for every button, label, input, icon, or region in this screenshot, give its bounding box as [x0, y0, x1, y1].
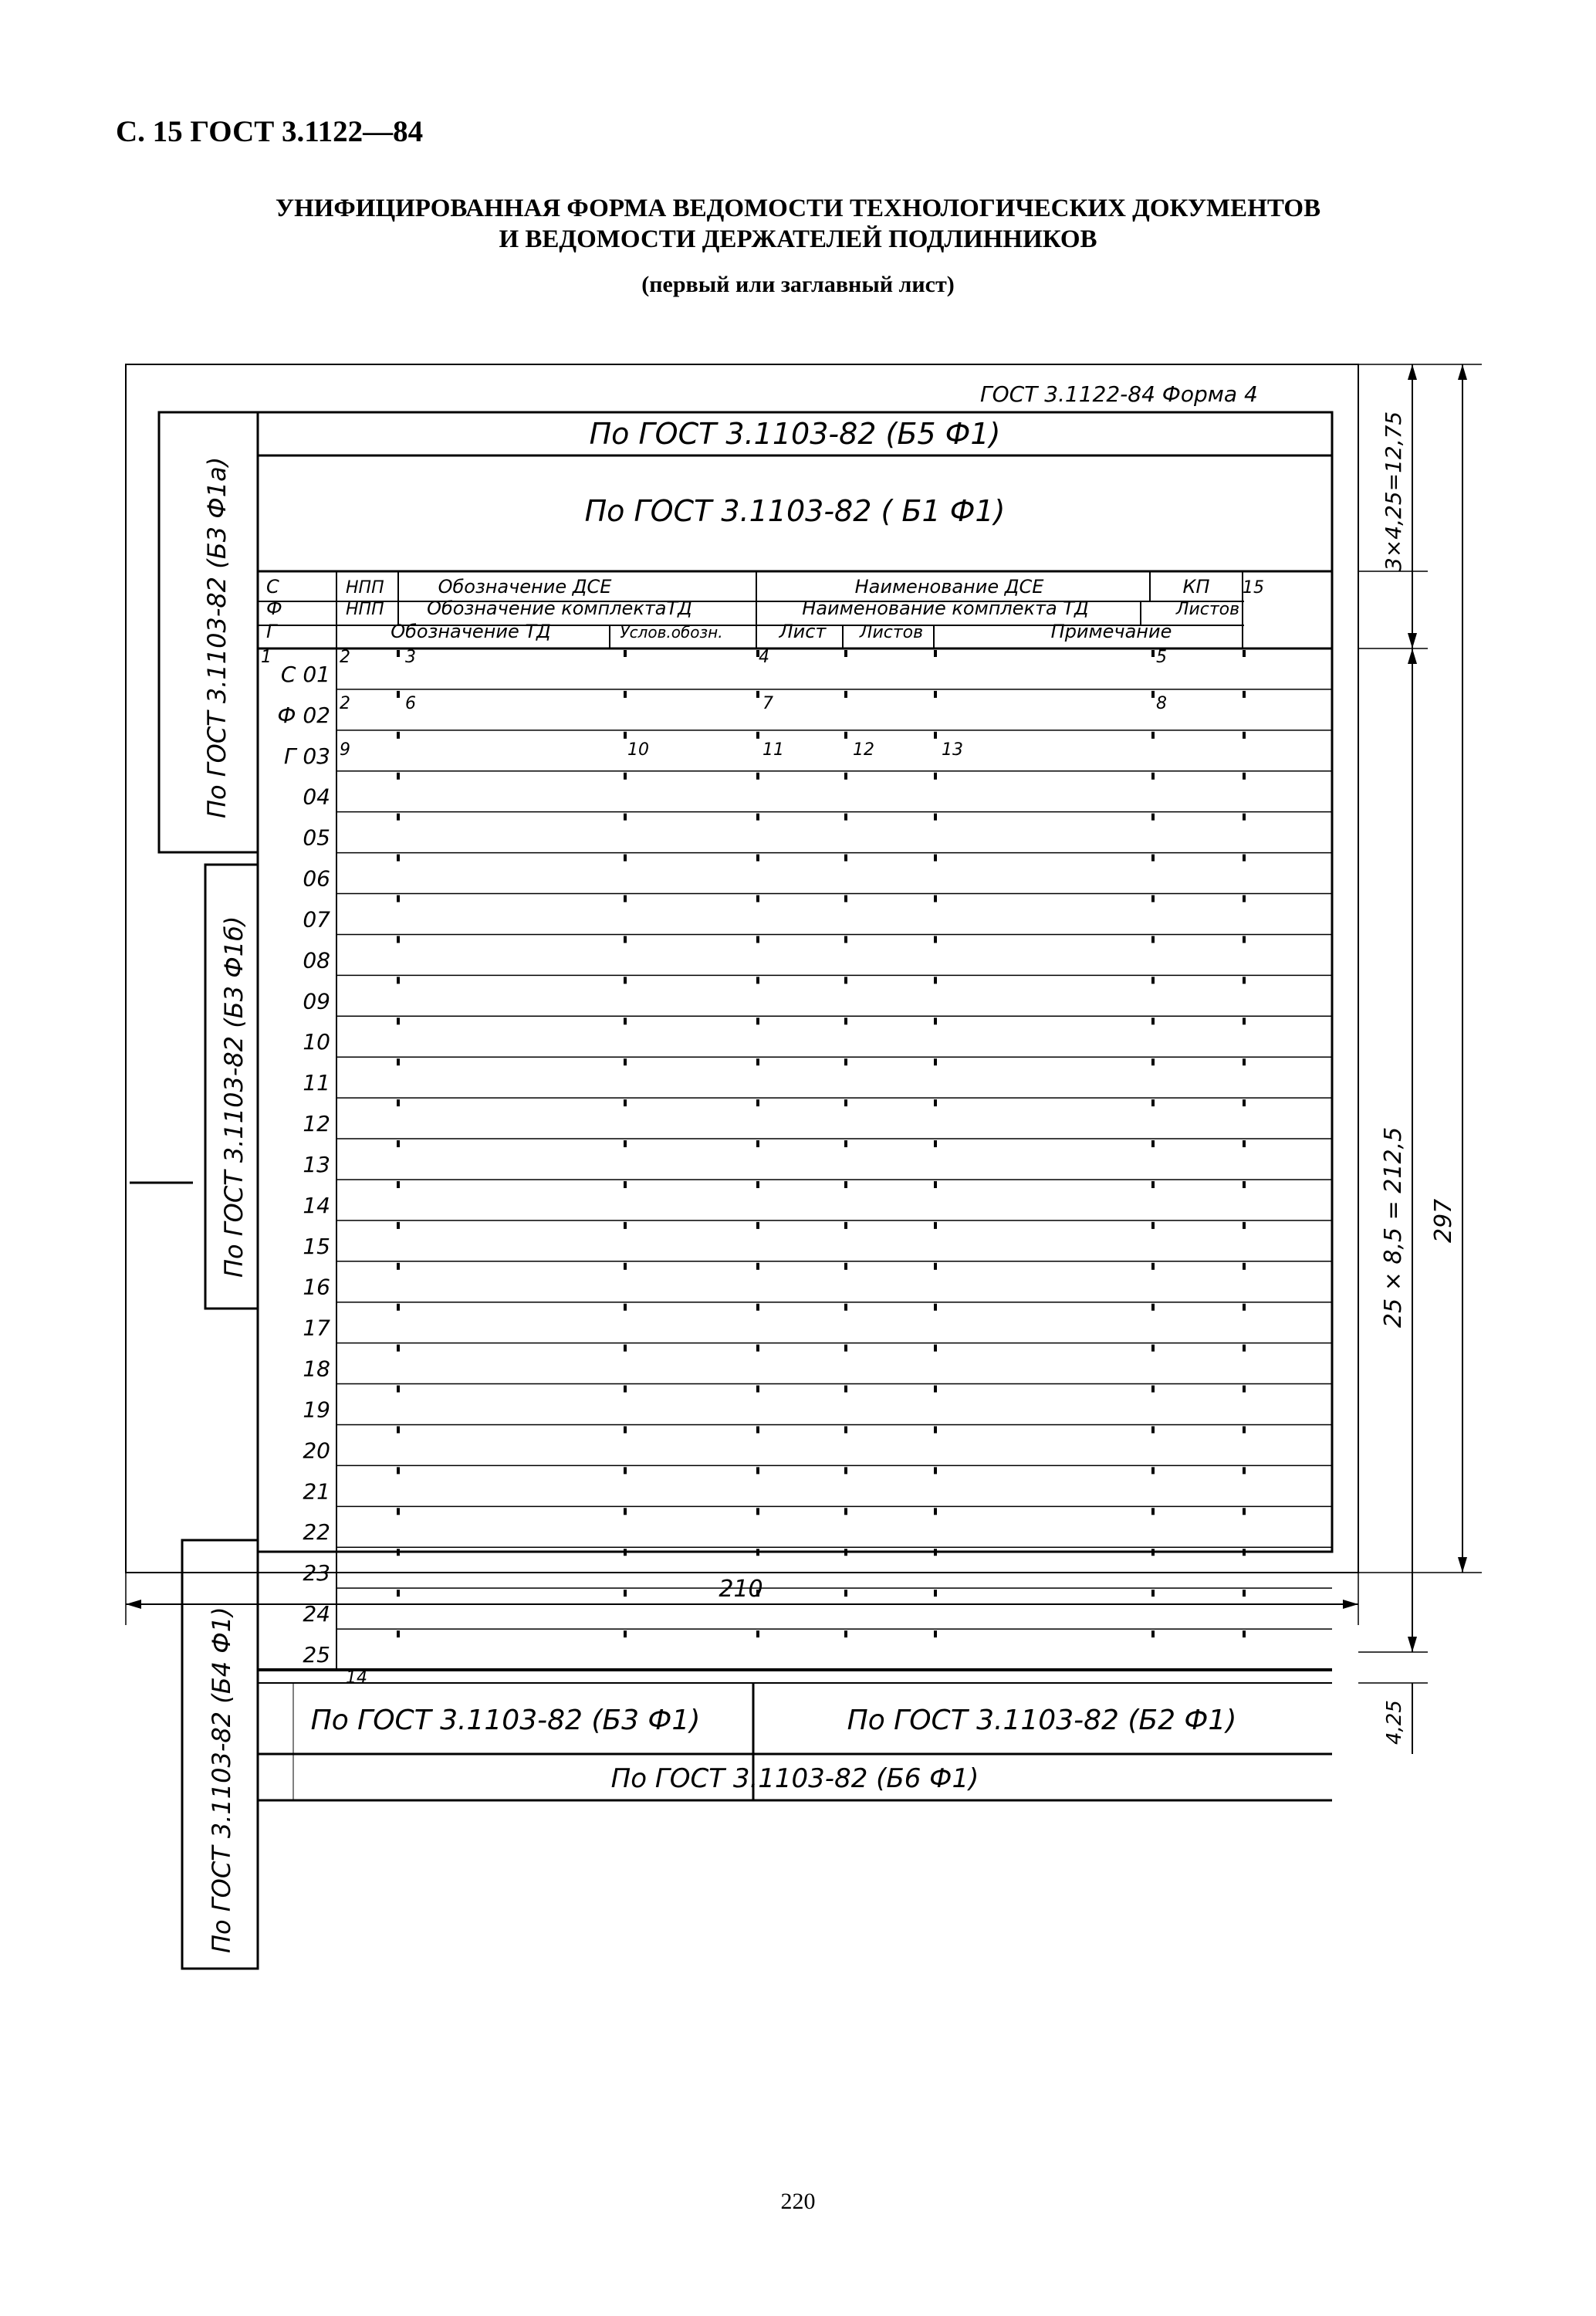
row-label: 13 — [303, 1151, 330, 1177]
field-6: 6 — [405, 694, 416, 713]
field-2b: 2 — [340, 694, 350, 713]
hdr-c-npp: НПП — [346, 578, 384, 598]
hdr-g-sheet: Лист — [779, 621, 827, 642]
field-7: 7 — [762, 694, 773, 713]
page-number: 220 — [780, 2189, 816, 2214]
hdr-f-npp: НПП — [346, 600, 384, 619]
field-1: 1 — [261, 648, 272, 667]
hdr-g-prefix: Г — [266, 621, 277, 642]
row-label: 06 — [303, 865, 330, 892]
row-label: 24 — [303, 1601, 330, 1627]
row-label: 23 — [303, 1560, 330, 1586]
row-label: 14 — [303, 1192, 330, 1218]
hdr-g-designation-td: Обозначение ТД — [391, 621, 551, 642]
row-label: 08 — [303, 947, 330, 973]
row-label: Г 03 — [283, 743, 330, 769]
field-9: 9 — [340, 740, 350, 760]
hdr-g-cond: Услов.обозн. — [620, 623, 723, 642]
row-label: 07 — [303, 906, 330, 933]
field-5: 5 — [1156, 648, 1167, 667]
bottom-full-block: По ГОСТ 3.1103-82 (Б6 Ф1) — [610, 1763, 979, 1794]
hdr-f-name: Наименование комплекта ТД — [802, 598, 1089, 619]
field-13: 13 — [942, 740, 963, 760]
dim-middle-right: 25 × 8,5 = 212,5 — [1380, 1126, 1407, 1328]
hdr-c-kp: КП — [1182, 576, 1210, 598]
row-label: С 01 — [280, 661, 330, 687]
row-label: 10 — [303, 1029, 330, 1055]
row-label: 04 — [303, 784, 330, 810]
document-code: С. 15 ГОСТ 3.1122—84 — [116, 115, 424, 148]
side-block-2-label: По ГОСТ 3.1103-82 (Б3 Ф1б) — [219, 916, 249, 1278]
dim-top-right: 3×4,25=12,75 — [1381, 411, 1406, 571]
title-line-2: И ВЕДОМОСТИ ДЕРЖАТЕЛЕЙ ПОДЛИННИКОВ — [499, 225, 1097, 253]
dim-total-height: 297 — [1430, 1198, 1457, 1243]
bottom-left-block: По ГОСТ 3.1103-82 (Б3 Ф1) — [310, 1705, 701, 1736]
subtitle: (первый или заглавный лист) — [641, 272, 955, 297]
hdr-f-sheets: Листов — [1175, 600, 1240, 619]
dim-total-width: 210 — [719, 1576, 763, 1603]
title-line-1: УНИФИЦИРОВАННАЯ ФОРМА ВЕДОМОСТИ ТЕХНОЛОГИЧЕСКИХ ДОКУМЕНТОВ — [275, 195, 1321, 222]
row-label: 05 — [303, 824, 330, 851]
dim-bottom-right: 4,25 — [1383, 1700, 1406, 1745]
form-label: ГОСТ 3.1122-84 Форма 4 — [980, 381, 1258, 407]
field-10: 10 — [627, 740, 649, 760]
field-14: 14 — [346, 1668, 367, 1688]
row-label: 17 — [303, 1315, 330, 1341]
field-8: 8 — [1156, 694, 1167, 713]
row-label: 11 — [303, 1070, 330, 1096]
row-label: Ф 02 — [277, 702, 330, 728]
field-2a: 2 — [340, 648, 350, 667]
hdr-c-15: 15 — [1243, 578, 1264, 598]
hdr-c-designation: Обозначение ДСЕ — [438, 576, 612, 598]
row-label: 22 — [303, 1519, 330, 1546]
side-block-1-label: По ГОСТ 3.1103-82 (Б3 Ф1а) — [202, 456, 232, 818]
hdr-g-note: Примечание — [1050, 621, 1172, 642]
row-label: 15 — [303, 1233, 330, 1259]
top-block-2: По ГОСТ 3.1103-82 ( Б1 Ф1) — [584, 494, 1006, 528]
row-label: 12 — [303, 1111, 330, 1137]
field-3: 3 — [405, 648, 416, 667]
field-11: 11 — [762, 740, 784, 760]
bottom-right-block: По ГОСТ 3.1103-82 (Б2 Ф1) — [847, 1705, 1237, 1736]
row-label: 21 — [303, 1478, 330, 1505]
row-label: 25 — [303, 1642, 330, 1668]
field-12: 12 — [853, 740, 874, 760]
row-label: 20 — [303, 1437, 330, 1464]
field-4: 4 — [759, 648, 769, 667]
hdr-f-designation: Обозначение комплектаТД — [427, 598, 692, 619]
row-label: 09 — [303, 988, 330, 1014]
hdr-g-sheets: Листов — [859, 623, 924, 642]
row-label: 19 — [303, 1397, 330, 1423]
hdr-c-prefix: С — [266, 576, 279, 598]
side-block-3-label: По ГОСТ 3.1103-82 (Б4 Ф1) — [207, 1607, 236, 1953]
row-label: 16 — [303, 1274, 330, 1300]
row-label: 18 — [303, 1356, 330, 1382]
hdr-c-name: Наименование ДСЕ — [854, 576, 1044, 598]
hdr-f-prefix: Ф — [266, 598, 282, 619]
top-block-1: По ГОСТ 3.1103-82 (Б5 Ф1) — [589, 417, 1001, 451]
